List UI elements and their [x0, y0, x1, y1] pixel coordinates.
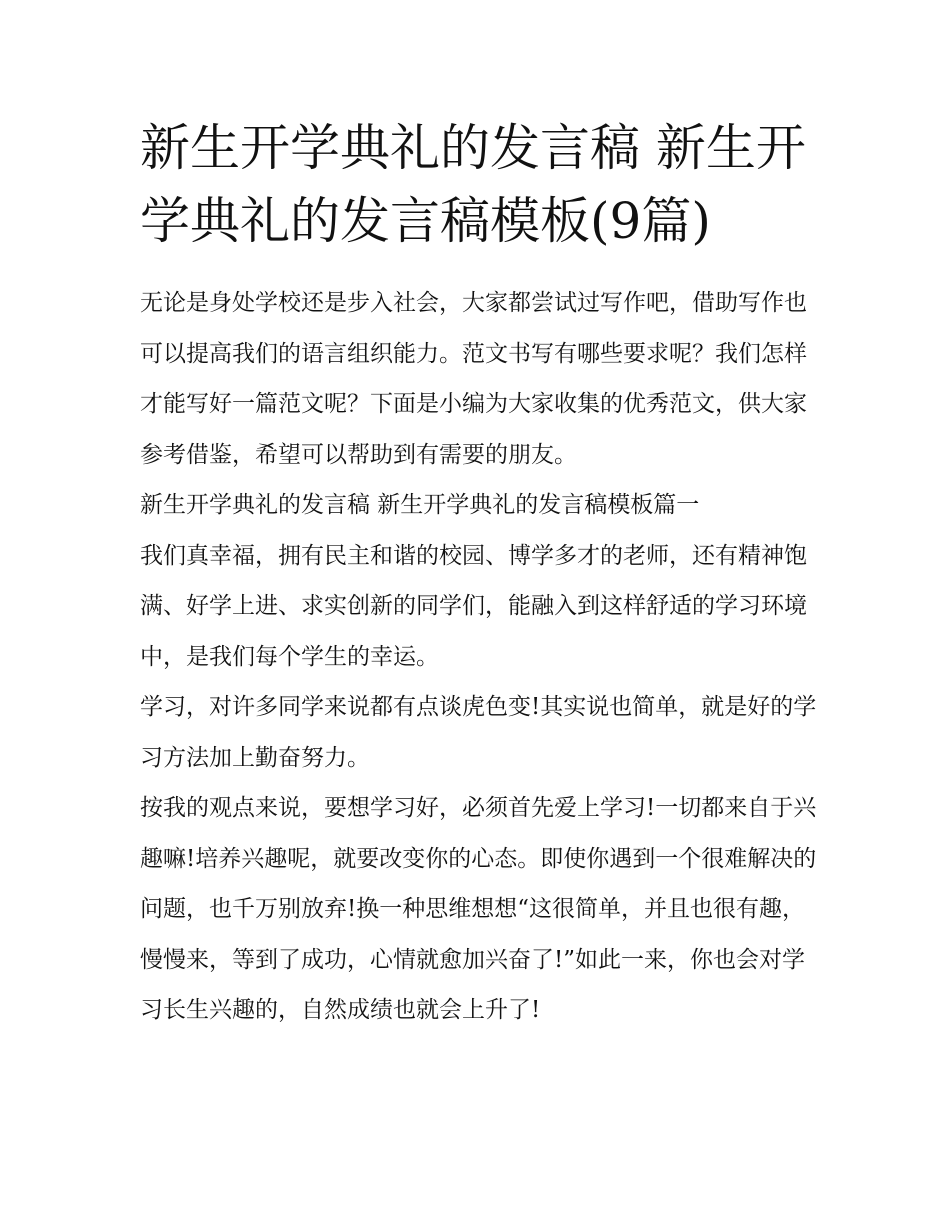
document-body	[140, 278, 820, 1036]
intro-paragraph: 无论是身处学校还是步入社会，大家都尝试过写作吧，借助写作也可以提高我们的语言组织能力。范文书写有哪些要求呢？我们怎样才能写好一篇范文呢？下面是小编为大家收集的优秀范文，供大家参考借鉴，希望可以帮助到有需要的朋友。	[140, 290, 807, 468]
section-heading: 新生开学典礼的发言稿 新生开学典礼的发言稿模板篇一	[140, 492, 700, 518]
body-paragraph: 我们真幸福，拥有民主和谐的校园、博学多才的老师，还有精神饱满、好学上进、求实创新的同学们，能融入到这样舒适的学习环境中，是我们每个学生的幸运。	[140, 542, 807, 670]
body-paragraph: 学习，对许多同学来说都有点谈虎色变!其实说也简单，就是好的学习方法加上勤奋努力。	[140, 694, 817, 771]
document-page	[140, 112, 820, 1036]
body-paragraph: 按我的观点来说，要想学习好，必须首先爱上学习!一切都来自于兴趣嘛!培养兴趣呢，就要改变你的心态。即使你遇到一个很难解决的问题，也千万别放弃!换一种思维想想“这很简单，并且也很有趣，慢慢来，等到了成功，心情就愈加兴奋了!”如此一来，你也会对学习长生兴趣的，自然成绩也就会上升了!	[140, 795, 817, 1023]
document-title: 新生开学典礼的发言稿 新生开学典礼的发言稿模板(9篇)	[140, 119, 806, 250]
